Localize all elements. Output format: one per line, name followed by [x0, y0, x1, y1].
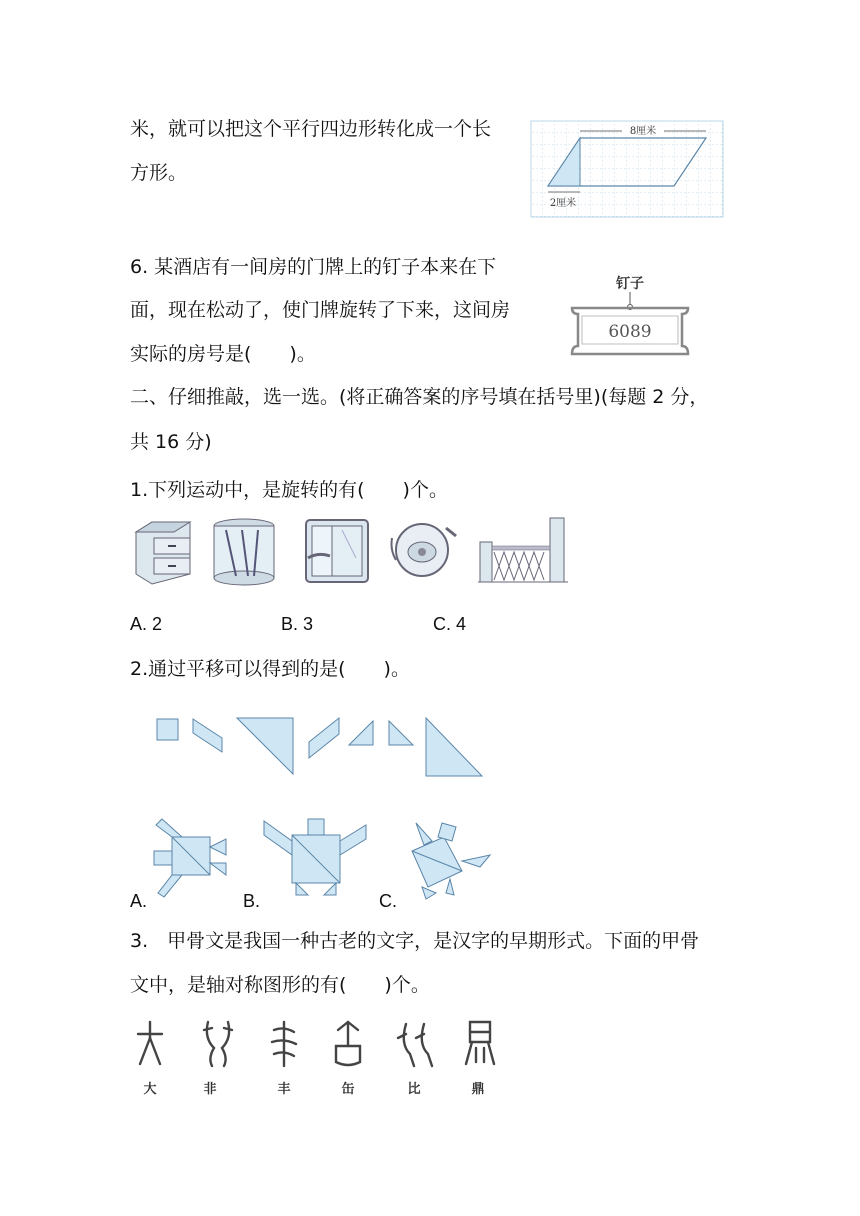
tangram-parallelogram-b — [309, 718, 339, 758]
section2-line2: 共 16 分) — [130, 431, 212, 453]
mc1-option-a: A. 2 — [130, 614, 163, 634]
figure-c — [412, 823, 490, 899]
oracle-glyph-fei — [204, 1022, 232, 1066]
tangram-large-triangle-a — [237, 718, 293, 774]
door-sign-figure — [568, 270, 692, 360]
top-dimension-label: 8厘米 — [629, 126, 657, 137]
sign-number: 6089 — [608, 322, 652, 342]
oracle-label-2: 丰 — [277, 1082, 291, 1097]
mc2-option-a: A. — [130, 891, 148, 911]
oracle-bone-glyphs — [128, 1018, 508, 1070]
bottom-dimension-label: 2厘米 — [549, 198, 577, 209]
tangram-square — [157, 719, 178, 740]
mc3-line1: 3. 甲骨文是我国一种古老的文字，是汉字的早期形式。下面的甲骨 — [130, 930, 700, 952]
mc1-stem: 1.下列运动中，是旋转的有( )个。 — [130, 479, 448, 501]
mc3-line2: 文中，是轴对称图形的有( )个。 — [130, 974, 430, 996]
folding-gate-icon — [478, 518, 568, 582]
q6-line3: 实际的房号是( )。 — [130, 343, 316, 365]
figure-a — [154, 819, 226, 897]
tangram-pieces — [150, 712, 490, 782]
figure-b — [264, 819, 366, 895]
tangram-large-triangle-b — [426, 718, 482, 776]
steering-wheel-icon — [392, 524, 457, 576]
parallelogram-figure — [530, 120, 724, 218]
mc1-option-c: C. 4 — [433, 614, 467, 634]
section2-line1: 二、仔细推敲，选一选。(将正确答案的序号填在括号里)(每题 2 分， — [130, 386, 709, 408]
oracle-label-0: 大 — [143, 1082, 157, 1097]
oracle-label-5: 鼎 — [471, 1082, 485, 1097]
oracle-label-1: 非 — [203, 1082, 217, 1097]
oracle-label-4: 比 — [407, 1082, 421, 1097]
q6-line2: 面，现在松动了，使门牌旋转了下来，这间房 — [130, 299, 511, 321]
mc1-motion-images — [128, 512, 578, 586]
mc2-option-c: C. — [379, 891, 397, 911]
oracle-glyph-da — [138, 1022, 162, 1064]
tangram-small-triangle-a — [349, 721, 373, 745]
mc2-stem: 2.通过平移可以得到的是( )。 — [130, 658, 410, 680]
q6-line1: 6. 某酒店有一间房的门牌上的钉子本来在下 — [130, 256, 497, 278]
oracle-glyph-ding — [466, 1022, 494, 1064]
q5-line2: 方形。 — [130, 162, 188, 184]
tangram-figures — [150, 815, 500, 903]
mc2-option-b: B. — [243, 891, 261, 911]
sliding-window-icon — [306, 520, 368, 582]
drawer-icon — [136, 522, 190, 584]
oracle-label-3: 缶 — [341, 1082, 355, 1097]
q5-line1: 米，就可以把这个平行四边形转化成一个长 — [130, 118, 492, 140]
revolving-door-icon — [214, 519, 274, 585]
mc1-option-b: B. 3 — [281, 614, 314, 634]
oracle-glyph-feng — [272, 1022, 296, 1066]
oracle-glyph-bi — [398, 1024, 432, 1066]
nail-label: 钉子 — [616, 276, 644, 292]
tangram-small-triangle-b — [389, 721, 413, 745]
oracle-glyph-fou — [336, 1022, 360, 1065]
tangram-parallelogram-a — [193, 719, 222, 752]
